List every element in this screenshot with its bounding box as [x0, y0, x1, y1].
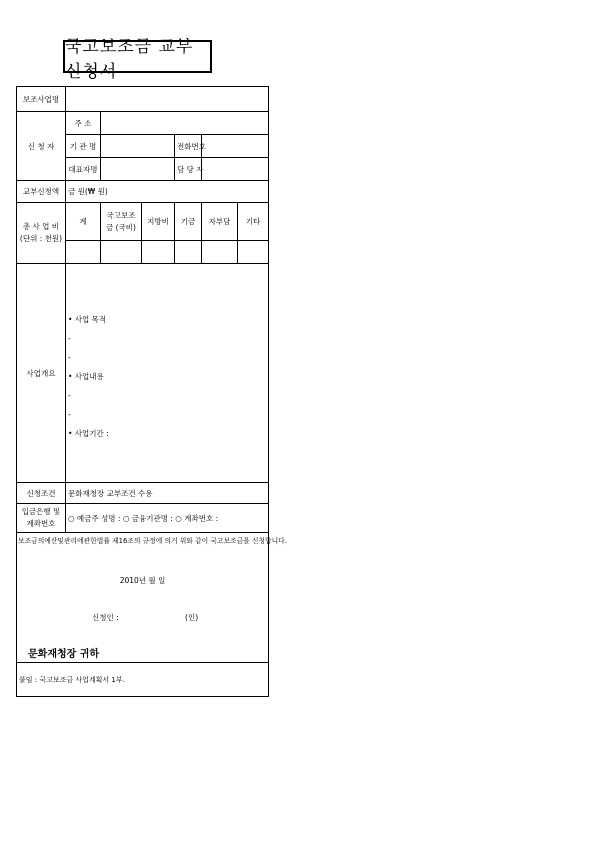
signer-label: 신청인 :: [92, 613, 119, 622]
grant-amount-field[interactable]: 금 원(₩ 원): [66, 181, 269, 203]
cost-cell-local[interactable]: [142, 241, 175, 264]
cost-cell-national[interactable]: [101, 241, 142, 264]
total-cost-label: [17, 203, 66, 264]
person-in-charge-field[interactable]: [202, 158, 269, 181]
representative-field[interactable]: [101, 158, 175, 181]
plan-item: -: [68, 353, 71, 362]
cost-header-fund: 기금: [175, 203, 202, 241]
cost-header-self: 자부담: [202, 203, 238, 241]
application-form: [16, 86, 287, 697]
total-cost-text: 총 사 업 비: [22, 222, 60, 231]
seal-mark: (인): [185, 613, 199, 622]
document-title: 국고보조금 교부신청서: [63, 40, 212, 73]
cost-header-other: 기타: [238, 203, 269, 241]
signature-line: [18, 612, 267, 623]
address-label: 주 소: [66, 112, 101, 135]
institution-label: 기 관 명: [66, 135, 101, 158]
person-in-charge-label: 담 당 자: [175, 158, 202, 181]
address-field[interactable]: [101, 112, 269, 135]
phone-label: 전화번호: [175, 135, 202, 158]
phone-field[interactable]: [202, 135, 269, 158]
project-name-field[interactable]: [66, 87, 269, 112]
plan-item: -: [68, 410, 71, 419]
plan-content[interactable]: [66, 264, 269, 483]
cost-cell-fund[interactable]: [175, 241, 202, 264]
conditions-label: 신청조건: [17, 483, 66, 504]
cost-cell-self[interactable]: [202, 241, 238, 264]
application-date: 2010년 월 일: [119, 576, 166, 585]
plan-item: • 사업 목적: [68, 315, 107, 324]
plan-label: 사업개요: [17, 264, 66, 483]
plan-item: • 사업기간 :: [68, 429, 109, 438]
plan-item: -: [68, 391, 71, 400]
grant-request-label: 교부신청액: [17, 181, 66, 203]
cost-header-total: 계: [66, 203, 101, 241]
representative-label: 대표자명: [66, 158, 101, 181]
attachment-note: 붙임 : 국고보조금 사업계획서 1부.: [17, 663, 269, 697]
declaration-block: [17, 533, 287, 663]
plan-item: -: [68, 334, 71, 343]
declaration-text: 보조금의예산및관리에관한법률 제16조의 규정에 의거 위와 같이 국고보조금을 신청합니다.: [18, 537, 287, 545]
bank-field[interactable]: ○ 예금주 성명 : ○ 금융기관명 : ○ 계좌번호 :: [66, 504, 269, 533]
form-table: [16, 86, 287, 697]
institution-field[interactable]: [101, 135, 175, 158]
addressee: 문화재청장 귀하: [28, 649, 100, 660]
cost-header-national: 국고보조금 (국비): [101, 203, 142, 241]
cost-cell-total[interactable]: [66, 241, 101, 264]
project-name-label: 보조사업명: [17, 87, 66, 112]
unit-text: (단위 : 천원): [19, 234, 63, 243]
bank-label: 입금은행 및 계좌번호: [17, 504, 66, 533]
plan-item: • 사업내용: [68, 372, 104, 381]
conditions-field: 문화재청장 교부조건 수용: [66, 483, 269, 504]
cost-header-local: 지방비: [142, 203, 175, 241]
applicant-label: 신 청 자: [17, 112, 66, 181]
cost-cell-other[interactable]: [238, 241, 269, 264]
